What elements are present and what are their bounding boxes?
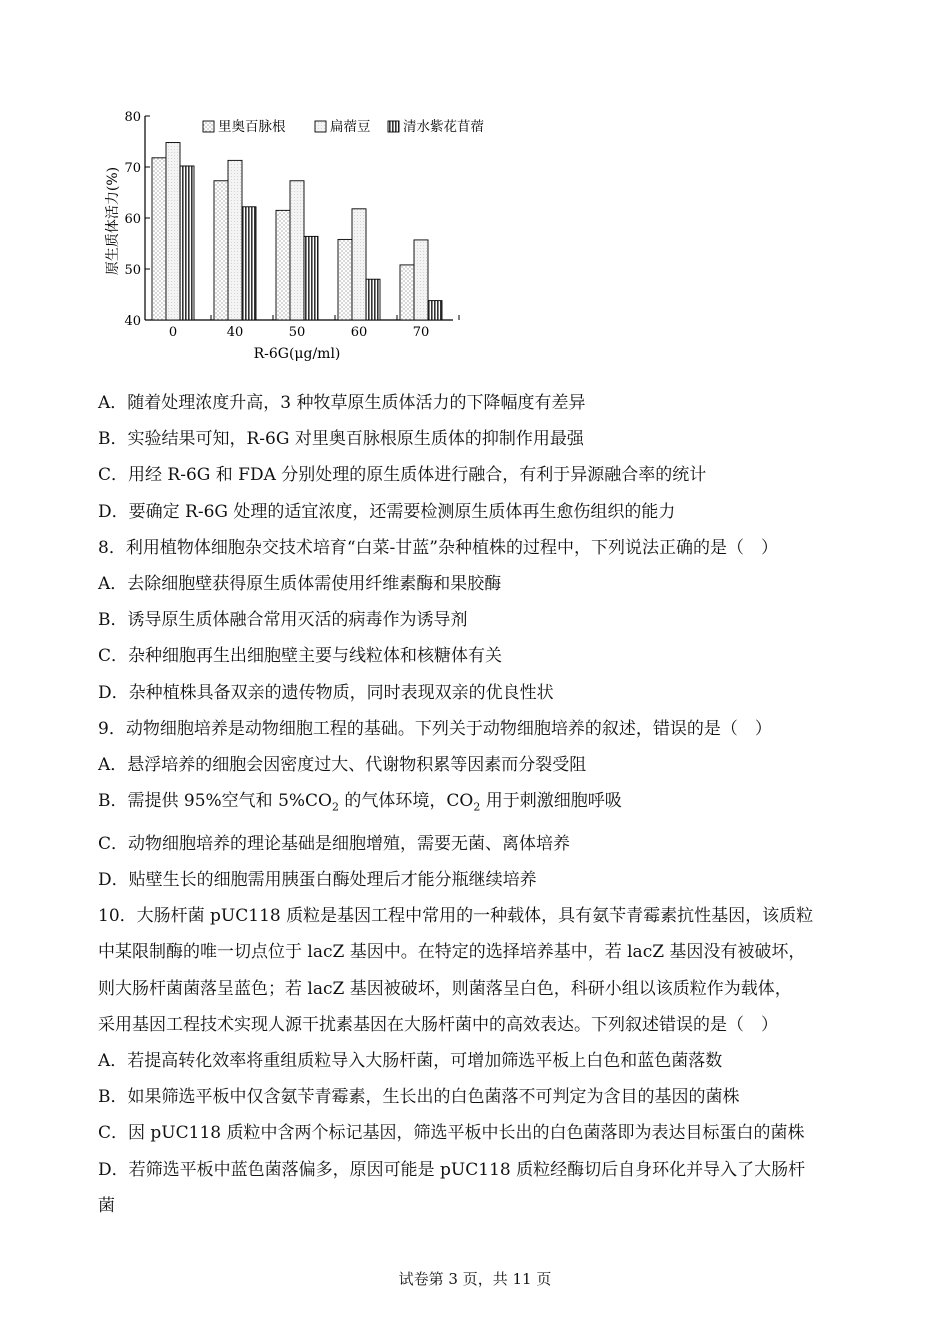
- x-tick-label: 60: [350, 325, 368, 340]
- bar: [152, 158, 166, 320]
- text-line: D．要确定 R-6G 处理的适宜浓度，还需要检测原生质体再生愈伤组织的能力: [98, 501, 676, 522]
- bar: [166, 143, 180, 320]
- legend-swatch: [315, 121, 326, 132]
- bar: [400, 265, 414, 320]
- q9b-part-c: 用于刺激细胞呼吸: [480, 791, 622, 812]
- x-tick-label: 40: [226, 325, 244, 340]
- legend-label: 清水紫花苜蓿: [403, 119, 484, 135]
- text-line: 9．动物细胞培养是动物细胞工程的基础。下列关于动物细胞培养的叙述，错误的是（ ）: [98, 718, 772, 739]
- q9b-part-a: B．需提供 95%空气和 5%CO: [98, 791, 332, 812]
- protoplast-viability-chart: [95, 100, 484, 370]
- x-tick-label: 70: [412, 325, 430, 340]
- text-line: 则大肠杆菌菌落呈蓝色；若 lacZ 基因被破坏，则菌落呈白色，科研小组以该质粒作为载体，: [98, 978, 792, 999]
- bar: [366, 279, 380, 320]
- legend-label: 扁蓿豆: [330, 119, 371, 135]
- x-axis-label: R-6G(μg/ml): [253, 346, 341, 362]
- text-line: 菌: [98, 1195, 115, 1216]
- text-line: A．若提高转化效率将重组质粒导入大肠杆菌，可增加筛选平板上白色和蓝色菌落数: [98, 1051, 723, 1072]
- y-tick-label: 70: [124, 161, 141, 176]
- bar: [352, 209, 366, 320]
- bar: [414, 240, 428, 320]
- text-line: C．杂种细胞再生出细胞壁主要与线粒体和核糖体有关: [98, 646, 503, 667]
- legend-swatch: [203, 121, 214, 132]
- question-9-option-b: [98, 783, 858, 826]
- x-tick-label: 50: [288, 325, 306, 340]
- text-line: D．贴壁生长的细胞需用胰蛋白酶处理后才能分瓶继续培养: [98, 870, 537, 891]
- text-line: 采用基因工程技术实现人源干扰素基因在大肠杆菌中的高效表达。下列叙述错误的是（ ）: [98, 1014, 778, 1035]
- text-line: A．随着处理浓度升高，3 种牧草原生质体活力的下降幅度有差异: [98, 393, 586, 413]
- question-text: [98, 385, 858, 1224]
- y-tick-label: 80: [124, 110, 141, 125]
- q9b-part-b: 的气体环境，CO: [339, 791, 474, 812]
- y-tick-label: 50: [124, 263, 141, 278]
- q9b-subscript-2: 2: [473, 800, 481, 814]
- y-axis-label: 原生质体活力(%): [105, 166, 121, 276]
- text-line: B．如果筛选平板中仅含氨苄青霉素，生长出的白色菌落不可判定为含目的基因的菌株: [98, 1087, 740, 1108]
- text-line: B．诱导原生质体融合常用灭活的病毒作为诱导剂: [98, 610, 468, 631]
- text-line: 8．利用植物体细胞杂交技术培育“白菜-甘蓝”杂种植株的过程中，下列说法正确的是（ ）: [98, 537, 778, 558]
- bar: [276, 210, 290, 320]
- text-line: 中某限制酶的唯一切点位于 lacZ 基因中。在特定的选择培养基中，若 lacZ 基因没有被破坏，: [98, 942, 806, 963]
- text-line: D．杂种植株具备双亲的遗传物质，同时表现双亲的优良性状: [98, 682, 554, 703]
- bar: [304, 236, 318, 320]
- text-line: D．若筛选平板中蓝色菌落偏多，原因可能是 pUC118 质粒经酶切后自身环化并导入了大肠杆: [98, 1159, 806, 1180]
- text-line: C．用经 R-6G 和 FDA 分别处理的原生质体进行融合，有利于异源融合率的统计: [98, 465, 707, 486]
- bar: [180, 166, 194, 320]
- bar: [214, 181, 228, 320]
- text-line: A．悬浮培养的细胞会因密度过大、代谢物积累等因素而分裂受阻: [98, 755, 587, 776]
- text-line: C．动物细胞培养的理论基础是细胞增殖，需要无菌、离体培养: [98, 833, 571, 854]
- q9b-subscript-1: 2: [332, 800, 339, 814]
- text-line: 10．大肠杆菌 pUC118 质粒是基因工程中常用的一种载体，具有氨苄青霉素抗性基因，该质粒: [98, 906, 814, 927]
- text-line: B．实验结果可知，R-6G 对里奥百脉根原生质体的抑制作用最强: [98, 429, 584, 450]
- legend-swatch: [388, 121, 399, 132]
- y-tick-label: 60: [124, 212, 141, 227]
- bar: [338, 239, 352, 320]
- legend-label: 里奥百脉根: [218, 119, 286, 135]
- bar: [242, 207, 256, 320]
- text-line: C．因 pUC118 质粒中含两个标记基因，筛选平板中长出的白色菌落即为表达目标蛋白的菌株: [98, 1123, 805, 1144]
- y-tick-label: 40: [124, 314, 141, 329]
- bar: [290, 181, 304, 320]
- bar: [228, 160, 242, 320]
- page-footer: 试卷第 3 页，共 11 页: [398, 1270, 552, 1288]
- text-line: A．去除细胞壁获得原生质体需使用纤维素酶和果胶酶: [98, 574, 502, 595]
- bar: [428, 301, 442, 320]
- x-tick-label: 0: [168, 325, 178, 340]
